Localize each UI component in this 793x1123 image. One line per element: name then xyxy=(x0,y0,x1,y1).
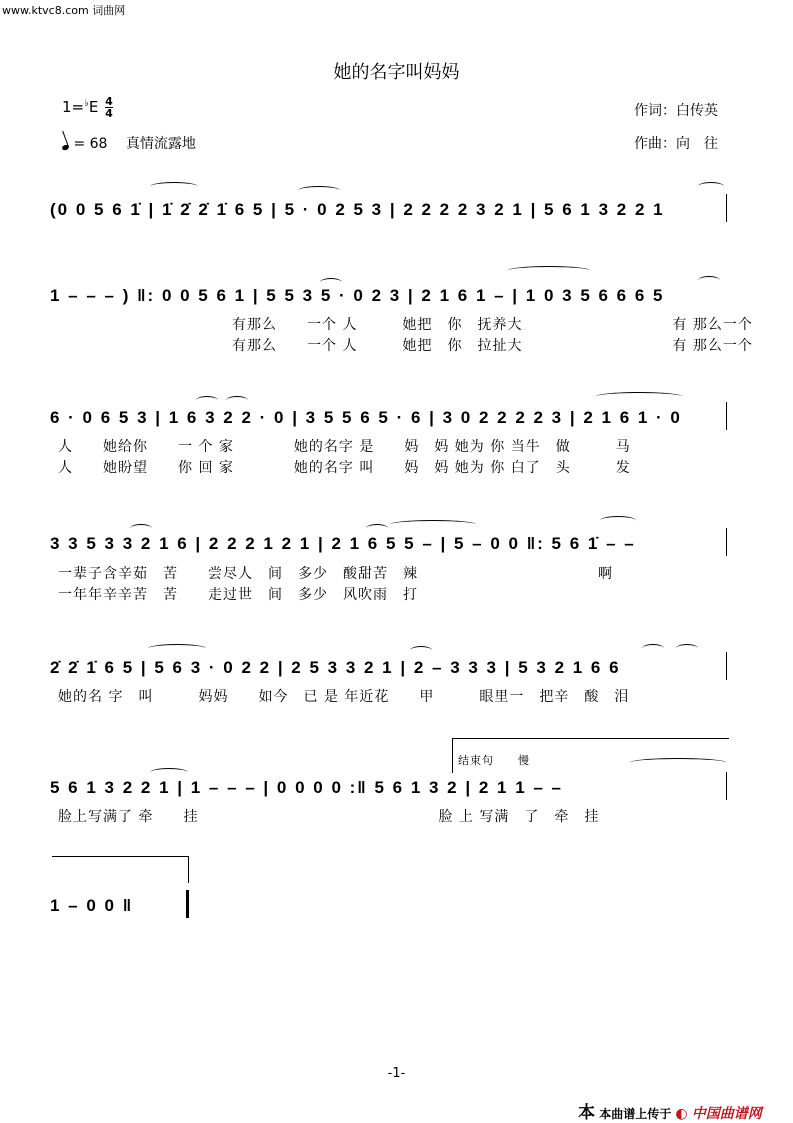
slur xyxy=(600,516,636,525)
slur xyxy=(130,524,152,533)
key-signature xyxy=(62,96,113,119)
slur xyxy=(150,182,198,191)
score-system-5: 2̇ 2̇ 1̇ 6 5 | 5 6 3 · 0 2 2 | 2 5 3 3 2 1 | 2 – 3 3 3 | 5 3 2 1 6 6 xyxy=(50,658,621,677)
time-signature xyxy=(105,96,113,119)
score-system-4: 3 3 5 3 3 2 1 6 | 2 2 2 1 2 1 | 2 1 6 5 5 – | 5 – 0 0 ‖: 5 6 1̇ – – xyxy=(50,534,636,553)
barline xyxy=(726,194,727,222)
slur xyxy=(390,520,476,529)
page-title: 她的名字叫妈妈 xyxy=(333,62,460,83)
lyric-line: 脸上写满了 牵 挂 脸 上 写满 了 牵 挂 xyxy=(58,809,600,825)
ending-label: 结束句 慢 xyxy=(458,754,530,767)
key-note: E xyxy=(88,98,99,116)
barline xyxy=(726,772,727,800)
expression-text: 真情流露地 xyxy=(125,136,196,152)
score-system-3: 6 · 0 6 5 3 | 1 6 3 2 2 · 0 | 3 5 5 6 5 · 6 | 3 0 2 2 2 2 3 | 2 1 6 1 · 0 xyxy=(50,408,682,427)
score-system-7: 1 – 0 0 ‖ xyxy=(50,896,134,915)
slur xyxy=(596,392,682,401)
slur xyxy=(698,276,720,285)
upload-footer xyxy=(578,1098,762,1123)
quarter-note-icon xyxy=(61,144,69,151)
key-prefix: 1= xyxy=(62,98,85,116)
score-system-1: (0 0 5 6 1̇ | 1̇ 2̇ 2̇ 1̇ 6 5 | 5 · 0 2 5 3 | 2 2 2 2 3 2 1 | 5 6 1 3 2 2 1 xyxy=(50,200,665,219)
lyric-line: 一辈子含辛茹 苦 尝尽人 间 多少 酸甜苦 辣 啊 xyxy=(58,566,613,582)
site-logo: ◐ xyxy=(675,1106,688,1122)
composer-credit: 作曲：向 往 xyxy=(634,136,718,152)
barline xyxy=(726,402,727,430)
slur xyxy=(676,644,698,653)
slur xyxy=(298,186,340,195)
lyric-line: 人 她给你 一 个 家 她的名字 是 妈 妈 她为 你 当牛 做 马 xyxy=(58,439,631,455)
lyricist-credit: 作词：白传英 xyxy=(634,103,718,119)
upload-prefix: 本 xyxy=(578,1103,595,1123)
slur xyxy=(630,758,726,767)
lyric-line: 有那么 一个 人 她把 你 拉扯大 有 那么一个 xyxy=(232,338,753,354)
lyric-line: 人 她盼望 你 回 家 她的名字 叫 妈 妈 她为 你 白了 头 发 xyxy=(58,460,631,476)
slur xyxy=(148,644,206,653)
slur xyxy=(508,266,590,275)
slur xyxy=(698,182,724,191)
lyric-line: 一年年辛辛苦 苦 走过世 间 多少 风吹雨 打 xyxy=(58,587,418,603)
ts-bottom: 4 xyxy=(105,107,113,120)
lyric-line: 有那么 一个 人 她把 你 抚养大 有 那么一个 xyxy=(232,317,753,333)
score-system-2: 1 – – – ) ‖: 0 0 5 6 1 | 5 5 3 5 · 0 2 3 | 2 1 6 1 – | 1 0 3 5 6 6 6 5 xyxy=(50,286,665,305)
lyric-line: 她的名 字 叫 妈妈 如今 已 是 年近花 甲 眼里一 把辛 酸 泪 xyxy=(58,689,630,705)
slur xyxy=(150,768,188,777)
slur xyxy=(320,278,342,287)
slur xyxy=(196,396,218,405)
ending-bracket xyxy=(52,856,189,883)
upload-text: 本曲谱上传于 xyxy=(599,1107,672,1121)
barline xyxy=(726,528,727,556)
ts-top: 4 xyxy=(105,95,113,108)
score-system-6: 5 6 1 3 2 2 1 | 1 – – – | 0 0 0 0 :‖ 5 6 1 3 2 | 2 1 1 – – xyxy=(50,778,564,797)
tempo-value: = 68 xyxy=(73,136,108,152)
site-watermark: www.ktvc8.com 词曲网 xyxy=(2,4,126,17)
slur xyxy=(642,644,664,653)
slur xyxy=(410,646,432,655)
upload-site: 中国曲谱网 xyxy=(691,1106,762,1122)
page-number: -1- xyxy=(387,1066,406,1081)
final-barline xyxy=(186,890,189,918)
slur xyxy=(366,524,388,533)
tempo-marking xyxy=(62,133,196,153)
flat-sign: ♭ xyxy=(84,98,89,109)
barline xyxy=(726,652,727,680)
slur xyxy=(226,396,248,405)
